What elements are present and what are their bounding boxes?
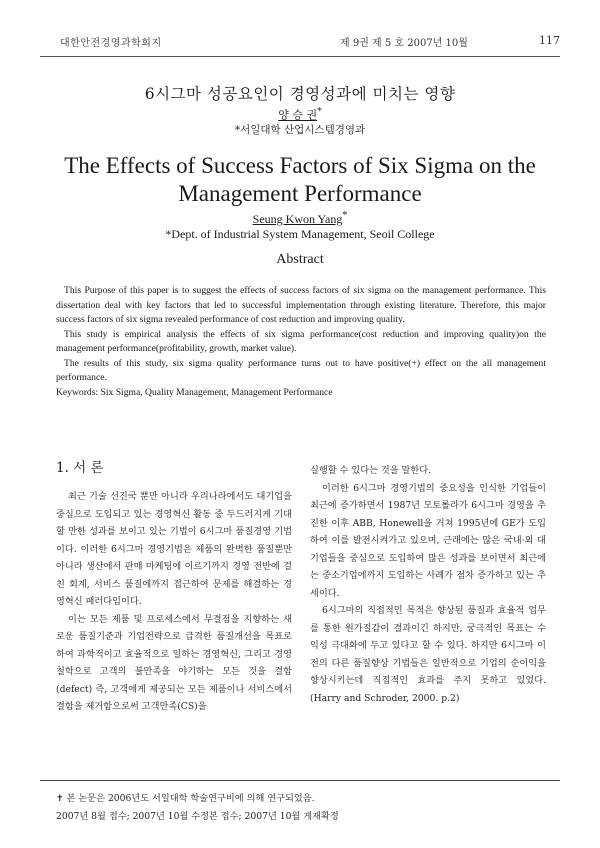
page-number: 117 xyxy=(539,34,560,47)
footnote-rule xyxy=(40,780,560,781)
affiliation-english: *Dept. of Industrial System Management, Seoil College xyxy=(165,227,435,241)
author-korean-name: 양 승 권 xyxy=(278,108,318,122)
issue-info: 제 9권 제 5 호 2007년 10월 xyxy=(340,38,468,49)
intro-paragraph-1: 최근 기술 선진국 뿐만 아니라 우리나라에서도 대기업을 중심으로 도입되고 있는 경영혁신 활동 중 두드러지게 기대할 만한 성과를 보이고 있는 기법이 6시그마 품질경영 기법이다. 이러한 6시그마 경영기법은 제품의 완벽한 품질뿐만 아니라 생산에서 판매 마케팅에 이르기까지 경영 전반에 걸친 회계, 서비스 품질에까지 접근하여 문제를 해결하는 경영혁신 패러다임이다. xyxy=(56,491,292,607)
footnote-dates: 2007년 8월 접수; 2007년 10월 수정본 접수; 2007년 10월 게재확정 xyxy=(56,811,339,822)
body-column-left xyxy=(56,488,292,716)
abstract-body xyxy=(56,284,546,400)
affiliation-korean: *서일대학 산업시스템경영과 xyxy=(234,124,366,136)
section-heading-introduction: 1. 서 론 xyxy=(56,460,104,476)
abstract-paragraph-1: This Purpose of this paper is to suggest the effects of success factors of six sigma on the management performance. This dissertation deal with key factors that led to successful implementation through existing literature. Therefore, this major success factors of six sigma revealed performance of cost reduction and improving quality. xyxy=(56,285,546,325)
footnote-funding: ✝ 본 논문은 2006년도 서일대학 학술연구비에 의해 연구되었음. xyxy=(56,793,315,804)
journal-name: 대한안전경영과학회지 xyxy=(60,38,162,49)
title-english-line2: Management Performance xyxy=(178,181,422,206)
author-korean xyxy=(0,106,600,123)
intro-paragraph-2: 이는 모든 제품 및 프로세스에서 무결점을 지향하는 새로운 품질기준과 기업전략으로 급격한 품질개선을 목표로 하여 과학적이고 효율적으로 일하는 경영혁신, 그리고 경영철학으로 고객의 불만족을 야기하는 모든 것을 결함(defect) 즉, 고객에게 제공되는 모든 제품이나 서비스에서 결함을 제거함으로써 고객만족(CS)을 xyxy=(56,613,292,712)
running-header xyxy=(40,34,560,50)
author-english-name: Seung Kwon Yang xyxy=(252,212,343,226)
title-korean: 6시그마 성공요인이 경영성과에 미치는 영향 xyxy=(144,85,456,103)
author-korean-mark: * xyxy=(317,106,322,117)
intro-paragraph-4: 6시그마의 직접적인 목적은 향상된 품질과 효율적 업무를 통한 원가절감이 결과이긴 하지만, 궁극적인 목표는 수익성 극대화에 두고 있다고 할 수 있다. 하지만 6시그마 이전의 다른 품질향상 기법들은 일반적으로 기업의 순이익을 향상시키는데 직접적인 효과를 주지 못하고 있었다. (Harry and Schroder, 2000. p.2) xyxy=(310,605,546,704)
abstract-heading: Abstract xyxy=(276,252,324,267)
intro-paragraph-3: 이러한 6시그마 경영기법의 중요성을 인식한 기업들이 최근에 증가하면서 1987년 모토롤라가 6시그마 경영을 추진한 이후 ABB, Honewell을 거쳐 1995년에 GE가 도입하여 이를 발전시켜가고 있으며, 근래에는 많은 국내·외 대기업들을 중심으로 도입하여 많은 성과를 보이면서 최근에는 중소기업에까지 도입하는 사례가 점차 증가하고 있는 추세이다. xyxy=(310,482,546,599)
abstract-paragraph-3: The results of this study, six sigma quality performance turns out to have positive(+) effect on the all management performance. xyxy=(56,357,546,383)
intro-paragraph-2-continued: 실행할 수 있다는 것을 말한다. xyxy=(310,465,432,476)
body-column-right xyxy=(310,462,546,707)
header-rule xyxy=(40,56,560,57)
abstract-paragraph-2: This study is empirical analysis the effects of six sigma performance(cost reduction and improving quality)on the management performance(profitability, growth, market value). xyxy=(56,328,546,354)
title-english xyxy=(0,152,600,208)
author-english xyxy=(0,210,600,227)
title-english-line1: The Effects of Success Factors of Six Sigma on the xyxy=(64,153,536,178)
author-english-mark: * xyxy=(342,210,348,221)
keywords: Keywords: Six Sigma, Quality Management, Management Performance xyxy=(56,386,333,398)
